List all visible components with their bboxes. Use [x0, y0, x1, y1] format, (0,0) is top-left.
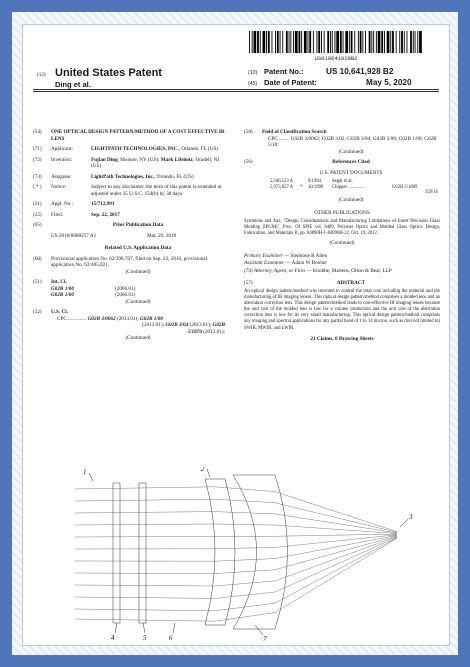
light-ray [75, 538, 397, 621]
field-code: (65) [33, 222, 42, 228]
barcode-bar [343, 31, 344, 53]
patent-type-title: United States Patent [55, 67, 162, 79]
date-label: Date of Patent: [264, 77, 317, 87]
barcode-bar [272, 31, 273, 53]
barcode-bar [318, 31, 320, 53]
invention-title: ONE OPTICAL DESIGN PATTERN/METHOD OF A COST EFFECTIVE IR LENS [51, 129, 225, 142]
barcode-bar [249, 31, 250, 53]
attorney [244, 268, 440, 275]
prior-pub-number: US 2018/0088257 A1 [51, 232, 97, 239]
us-patent-docs-heading: U.S. PATENT DOCUMENTS [319, 169, 383, 176]
header-right [248, 67, 443, 87]
barcode-bar [268, 31, 270, 53]
barcode-bar [336, 31, 339, 53]
barcode-bar [410, 31, 412, 53]
window-plate-5 [139, 483, 146, 623]
barcode-bar [321, 31, 322, 53]
us-cl-class: G02B [212, 322, 225, 328]
barcode-bar [282, 31, 283, 53]
barcode-bar [384, 31, 385, 53]
continued-note: (Continued) [338, 148, 364, 155]
related-heading: Related U.S. Application Data [104, 245, 172, 251]
barcode-bar [396, 31, 397, 53]
field-label: Inventors: [51, 156, 73, 163]
reference-row [270, 190, 440, 196]
field-of-search [244, 129, 440, 155]
assistant-examiner-label: Assistant Examiner [244, 260, 285, 267]
barcode-bar [299, 31, 301, 53]
ref-date: 10/1999 [308, 184, 324, 190]
barcode-bar [354, 31, 355, 53]
field-code: (51) [33, 279, 42, 285]
barcode-bar [351, 31, 353, 53]
int-cl-label: Int. Cl. [51, 279, 67, 285]
barcode-bar [362, 31, 363, 53]
optical-lens-drawing [75, 467, 445, 642]
barcode-bar [399, 31, 400, 53]
field-code: (71) [33, 146, 42, 152]
patent-number: US 10,641,928 B2 [326, 67, 394, 76]
header-country-code: (12) [37, 72, 46, 78]
barcode-bar [293, 31, 294, 53]
inventor-location: , Monroe, NY (US); [117, 156, 161, 163]
ref-class: G02B 5/1809 [392, 184, 418, 190]
primary-examiner-label: Primary Examiner [244, 252, 283, 259]
light-rays [75, 487, 397, 621]
light-ray [75, 487, 397, 532]
prior-pub-field [33, 222, 225, 229]
int-cl-class: G02B 1/00 [51, 285, 74, 292]
barcode-bar [309, 31, 311, 53]
int-cl-field [33, 279, 225, 305]
molded-lens [205, 479, 235, 625]
barcode-bar [286, 31, 288, 53]
ref-number: 5,973,827 A [270, 184, 294, 190]
patent-no-code: (10) [248, 70, 258, 76]
field-label: Assignee: [51, 173, 72, 180]
us-cl-class: G02B 1/00 [140, 315, 163, 322]
inventor-short: Ding et al. [55, 80, 91, 89]
assignee-name: LightPath Technologies, Inc. [91, 173, 155, 180]
barcode-bar [360, 31, 362, 53]
window-plate-4 [113, 483, 120, 623]
barcode-bar [407, 31, 408, 53]
header-left [37, 67, 237, 89]
field-code: (58) [244, 129, 253, 135]
ref-date: 9/1994 [308, 179, 322, 184]
field-label: Appl. No.: [51, 201, 74, 207]
abstract-text: An optical design pattern/method was invented to control the total cost including the material and the manufacturing of IR imaging lenses. This optical design pattern/method comprises a molded lens and an aberration correction lens. This design pattern/method leads to cost-effective IR imaging lenses because the unit cost of the molded lens is low for a volume production and the unit cost of the aberration correction lens is low for its very small manufacturing. This optical design pattern/method comprises any imaging and spectral applications for any partial band of 1 to 14 micron, such as (but not limited to) SWIR, MWIR, and LWIR. [244, 288, 440, 331]
field-code: (73) [33, 173, 42, 180]
barcode-bar [266, 31, 267, 53]
continued-note: (Continued) [329, 240, 355, 247]
abstract-heading-row [244, 280, 440, 287]
barcode-bar [373, 31, 374, 53]
barcode-bar [345, 31, 348, 53]
field-code: (54) [33, 129, 42, 135]
light-ray [75, 538, 397, 611]
field-label: Filed: [51, 211, 64, 218]
references-table [270, 179, 440, 196]
ref-class: 359/16 [424, 190, 438, 196]
title-field [33, 129, 225, 142]
barcode-bar [252, 31, 253, 53]
field-code: (60) [33, 255, 42, 262]
barcode-bar [260, 31, 261, 53]
barcode-bar [254, 31, 257, 53]
int-cl-class: G02B 1/00 [51, 292, 74, 298]
field-search-cpc: CPC ........ G02B 3/0062; G02B 3/02; G02B 3/04; G02B 3/08; G02B 1/00; G02B 5/18; [268, 135, 437, 148]
continued-note: (Continued) [125, 268, 151, 275]
prior-pub-date: Mar. 29, 2018 [147, 232, 177, 239]
ref-star: * [300, 184, 303, 190]
inventor-name: Mark Lifshotz [160, 156, 193, 163]
provisional-text: Provisional application No. 62/398,707, filed on Sep. 23, 2016, provisional application No. 62/485,821, [51, 255, 208, 268]
barcode-bar [390, 31, 391, 53]
ref-name: Segal et al. [332, 179, 353, 184]
barcode-number: US010641928B2 [314, 55, 358, 62]
light-ray [75, 512, 397, 533]
inventor-name: Fujian Ding [91, 156, 118, 163]
references-field [244, 159, 440, 166]
patent-no-label: Patent No.: [264, 67, 304, 76]
other-publications-text: Symmons and Aaz, "Design Considerations and Manufacturing Limitations of Insert Precision Glass Molding (IPGM)", Proc. Of SPIE vol. 8489, Polymer Optics and Molded Glass Optics: Design, Fabrication, and Materials II, pp. 84890H-1-84890H-22, Oct. 19, 2012. [244, 219, 440, 236]
barcode-bar [275, 31, 276, 53]
ref-name: Chipper ............... [332, 184, 366, 190]
provisional-field [33, 256, 225, 276]
abstract-label: ABSTRACT [336, 280, 366, 287]
barcode-bar [327, 31, 329, 53]
us-cl-date: (2013.01); [188, 322, 213, 328]
barcode-bar [376, 31, 377, 53]
barcode-bar [289, 31, 290, 53]
primary-examiner [244, 253, 440, 260]
right-column [244, 129, 440, 342]
applicant-location: , Orlando, FL (US) [178, 146, 219, 152]
filed-date: Sep. 22, 2017 [91, 211, 120, 218]
continued-note: (Continued) [125, 335, 151, 341]
barcode-bar [417, 31, 418, 53]
ref-number: 5,346,523 A [270, 179, 294, 184]
patent-page [22, 24, 450, 646]
correction-lens [233, 475, 288, 629]
attorney-name: — Knobbe, Martens, Olson & Bear, LLP [304, 267, 392, 274]
field-label: Notice: [51, 184, 67, 190]
us-cl-class: G02B 3/0062 [87, 315, 116, 322]
field-search-label: Field of Classification Search [262, 129, 327, 135]
assistant-examiner [244, 260, 440, 267]
field-label: Applicant: [51, 146, 73, 152]
drawing-label-2: 2 [201, 467, 205, 473]
barcode-bar [340, 31, 342, 53]
cpc-prefix: CPC .............. [57, 315, 87, 322]
barcode-bar [301, 31, 302, 53]
barcode-bar [387, 31, 390, 53]
drawing-label-5: 5 [143, 634, 147, 642]
field-code: ( * ) [33, 184, 42, 190]
inventor-location: , Oradell, NJ (US) [91, 156, 220, 169]
notice-field [33, 184, 225, 197]
barcode-bar [324, 31, 325, 53]
barcode-bar [277, 31, 279, 53]
drawing-label-4: 4 [111, 634, 115, 642]
field-code: (52) [33, 309, 42, 315]
us-cl-date: (2013.01); [142, 322, 166, 328]
drawing-label-6: 6 [169, 634, 173, 642]
us-cl-label: U.S. Cl. [51, 309, 69, 315]
int-cl-date: (2006.01) [115, 285, 136, 292]
references-label: References Cited [332, 159, 370, 165]
continued-note: (Continued) [338, 197, 364, 204]
barcode-bar [295, 31, 298, 53]
barcode-bar [415, 31, 416, 53]
us-cl-field [33, 309, 225, 342]
prior-pub-heading: Prior Publication Data [112, 222, 164, 228]
barcode-bar [371, 31, 372, 53]
us-cl-class: 5/1876 [187, 328, 202, 335]
attorney-label: (74) Attorney, Agent, or Firm [244, 267, 305, 274]
header-rule [33, 89, 439, 90]
inventors-field [33, 157, 225, 170]
notice-text: Subject to any disclaimer, the term of this patent is extended or adjusted under 35 U.S.C. 154(b) by 38 days. [91, 184, 222, 197]
barcode-bar [263, 31, 266, 53]
field-code: (72) [33, 156, 42, 163]
barcode-bar [419, 31, 422, 53]
filed-field [33, 212, 225, 219]
barcode-image [249, 31, 423, 53]
drawing-label-7: 7 [263, 635, 267, 642]
barcode-bar [290, 31, 291, 53]
field-code: (21) [33, 201, 42, 207]
leader-lines [89, 469, 408, 635]
date-code: (45) [248, 80, 258, 87]
reference-row [270, 185, 440, 191]
barcode-bar [401, 31, 403, 53]
barcode-bar [365, 31, 366, 53]
barcode-bar [308, 31, 309, 53]
light-ray [75, 534, 397, 537]
appl-no: 15/712,991 [91, 201, 115, 207]
left-column [33, 129, 225, 346]
barcode-bar [313, 31, 314, 53]
light-ray [75, 537, 397, 587]
primary-examiner-name: — Stephone B Allen [282, 252, 328, 259]
barcode-bar [330, 31, 331, 53]
field-code: (57) [244, 280, 253, 287]
barcode-bar [413, 31, 414, 53]
other-publications-heading: OTHER PUBLICATIONS [314, 209, 370, 216]
barcode-bar [358, 31, 359, 53]
barcode-bar [280, 31, 281, 53]
barcode-bar [404, 31, 405, 53]
appl-no-field [33, 201, 225, 208]
header-rule-2 [33, 91, 439, 92]
assistant-examiner-name: — Adam W Booher [284, 260, 327, 267]
assignee-location: , Orlando, FL (US) [154, 173, 194, 180]
barcode-bar [392, 31, 394, 53]
applicant-name: LIGHTPATH TECHNOLOGIES, INC. [91, 146, 179, 152]
barcode-bar [349, 31, 350, 53]
barcode-bar [369, 31, 371, 53]
assignee-field [33, 174, 225, 181]
patent-date: May 5, 2020 [366, 77, 412, 87]
barcode-bar [304, 31, 307, 53]
barcode-bar [317, 31, 318, 53]
field-code: (22) [33, 211, 42, 218]
barcode-bar [335, 31, 336, 53]
us-cl-date: (2013.01); [201, 328, 225, 335]
drawing-label-3: 3 [409, 513, 413, 521]
field-code: (56) [244, 159, 253, 165]
barcode-bar [332, 31, 333, 53]
claims-summary: 21 Claims, 8 Drawing Sheets [310, 335, 374, 342]
barcode-bar [381, 31, 383, 53]
us-cl-class: G02B 3/04 [165, 322, 189, 328]
drawing-label-1: 1 [83, 468, 87, 476]
int-cl-date: (2006.01) [115, 292, 136, 298]
applicant-field [33, 146, 225, 153]
barcode-bar [378, 31, 381, 53]
light-ray [75, 536, 397, 574]
prior-pub-row [51, 233, 225, 240]
continued-note: (Continued) [125, 298, 151, 305]
us-cl-date: (2013.01); [115, 315, 141, 322]
barcode-bar [257, 31, 259, 53]
